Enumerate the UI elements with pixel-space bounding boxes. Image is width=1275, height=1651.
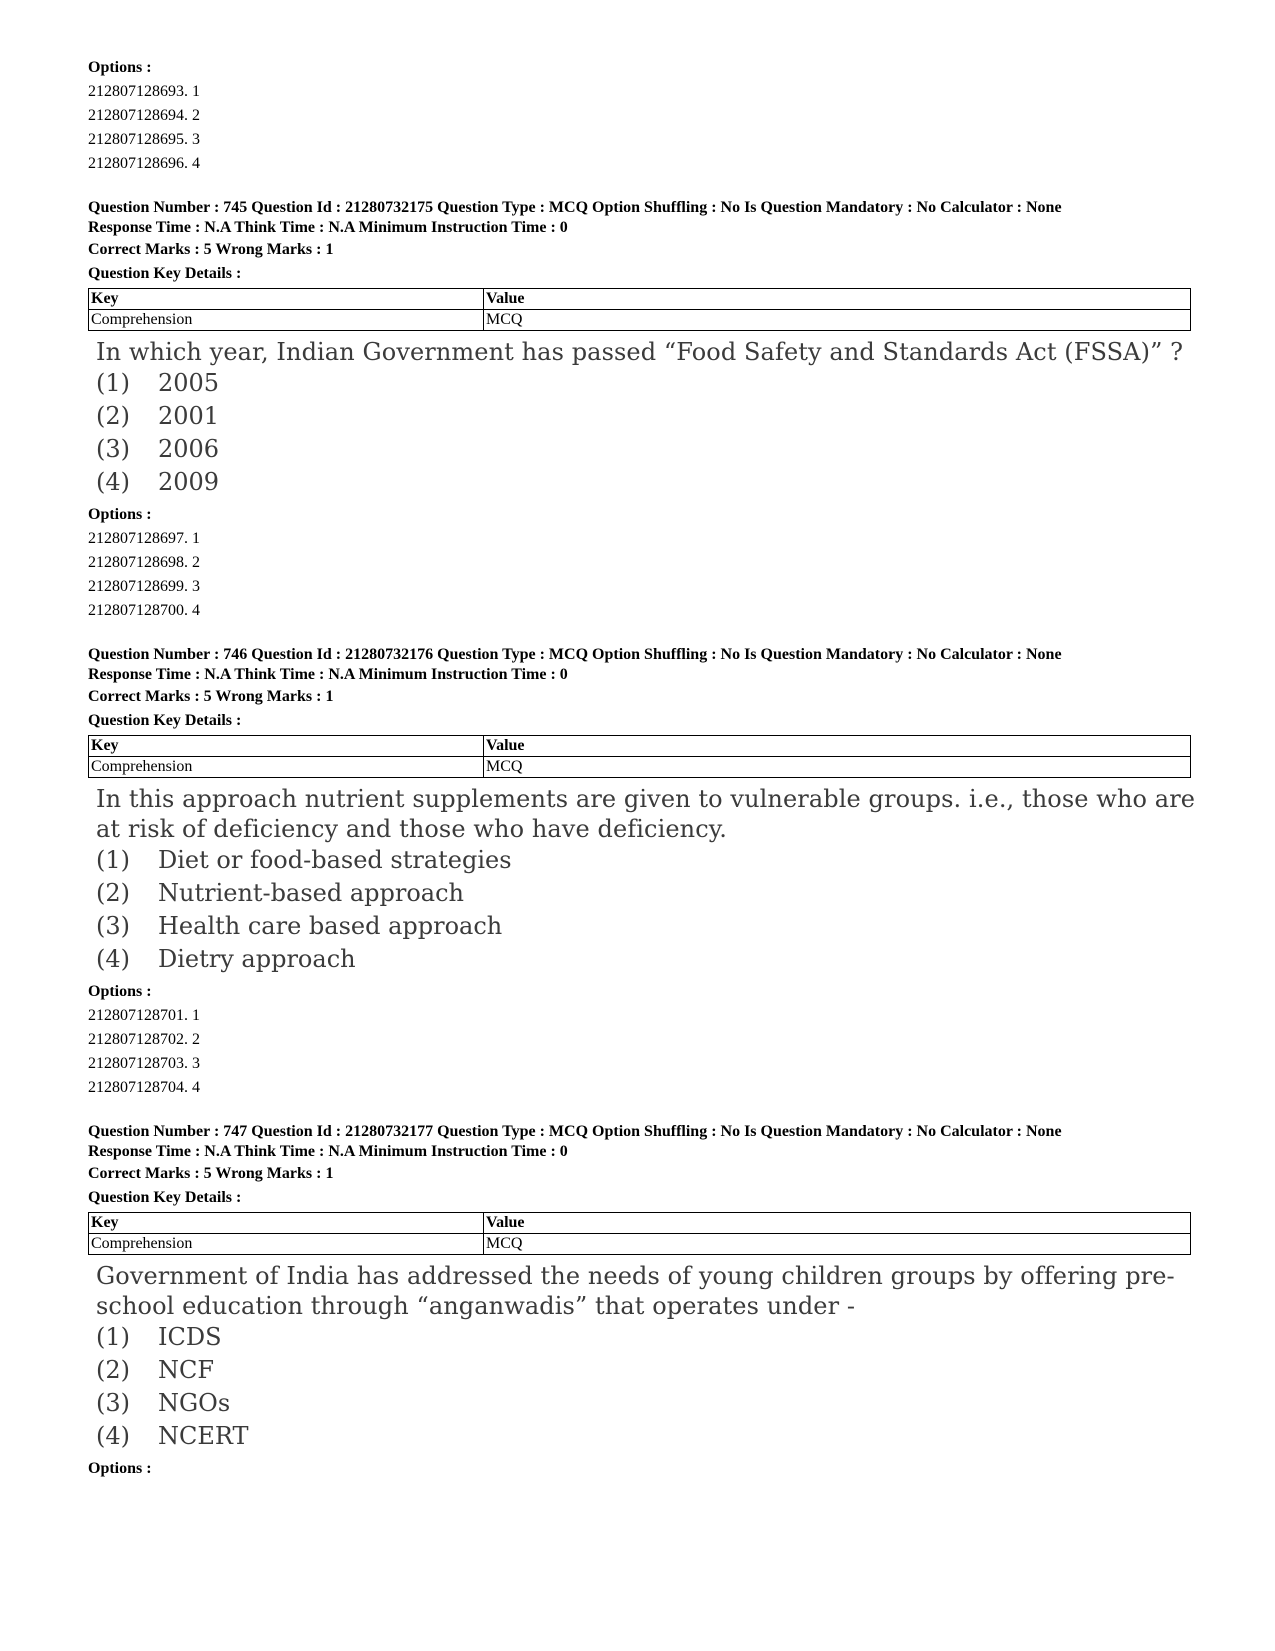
- question-choice: [96, 367, 1198, 400]
- choice-text: NCF: [158, 1356, 215, 1384]
- options-block: [88, 56, 1198, 176]
- options-label: Options :: [88, 983, 152, 1000]
- key-details-table: [88, 1212, 1191, 1255]
- option-item: 212807128703. 3: [88, 1055, 200, 1072]
- choice-number: (4): [96, 945, 130, 973]
- question-header: Question Number : 747 Question Id : 21280732177 Question Type : MCQ Option Shuffling : No Is Question Mandatory : No Calculator : None: [88, 1123, 1062, 1140]
- question-choice: [96, 1321, 1198, 1354]
- option-item: 212807128694. 2: [88, 107, 200, 124]
- table-header-value: Value: [484, 289, 1191, 310]
- choice-number: (4): [96, 1422, 130, 1450]
- question-choice: [96, 943, 1198, 976]
- options-label: Options :: [88, 506, 152, 523]
- option-item: 212807128693. 1: [88, 83, 200, 100]
- choice-number: (3): [96, 435, 130, 463]
- question-marks: Correct Marks : 5 Wrong Marks : 1: [88, 1165, 334, 1182]
- option-item: 212807128700. 4: [88, 602, 200, 619]
- option-item: 212807128701. 1: [88, 1007, 200, 1024]
- table-cell-key: Comprehension: [89, 1234, 484, 1255]
- table-header-key: Key: [89, 736, 484, 757]
- choice-number: (3): [96, 912, 130, 940]
- option-item: 212807128704. 4: [88, 1079, 200, 1096]
- table-header-key: Key: [89, 1213, 484, 1234]
- choice-text: 2005: [158, 369, 220, 397]
- question-header: Question Number : 745 Question Id : 21280732175 Question Type : MCQ Option Shuffling : No Is Question Mandatory : No Calculator : None: [88, 199, 1062, 216]
- question-choice: [96, 433, 1198, 466]
- table-header-key: Key: [89, 289, 484, 310]
- choice-number: (1): [96, 369, 130, 397]
- option-item: 212807128696. 4: [88, 155, 200, 172]
- question-image: [88, 784, 1198, 976]
- key-details-label: Question Key Details :: [88, 712, 242, 729]
- question-choice: [96, 844, 1198, 877]
- table-header-value: Value: [484, 1213, 1191, 1234]
- key-details-table: [88, 735, 1191, 778]
- table-cell-key: Comprehension: [89, 310, 484, 331]
- table-cell-value: MCQ: [484, 310, 1191, 331]
- key-details-table: [88, 288, 1191, 331]
- choice-text: NCERT: [158, 1422, 249, 1450]
- question-choice: [96, 1387, 1198, 1420]
- table-header-value: Value: [484, 736, 1191, 757]
- choice-number: (4): [96, 468, 130, 496]
- question-choice: [96, 400, 1198, 433]
- choice-number: (2): [96, 879, 130, 907]
- choice-text: 2009: [158, 468, 220, 496]
- question-text: Government of India has addressed the needs of young children groups by offering pre-school education through “anganwadis” that operates under -: [96, 1262, 1175, 1320]
- choice-number: (1): [96, 1323, 130, 1351]
- question-header: Question Number : 746 Question Id : 21280732176 Question Type : MCQ Option Shuffling : No Is Question Mandatory : No Calculator : None: [88, 646, 1062, 663]
- question-choice: [96, 910, 1198, 943]
- option-item: 212807128695. 3: [88, 131, 200, 148]
- key-details-label: Question Key Details :: [88, 265, 242, 282]
- table-cell-value: MCQ: [484, 1234, 1191, 1255]
- question-marks: Correct Marks : 5 Wrong Marks : 1: [88, 241, 334, 258]
- question-marks: Correct Marks : 5 Wrong Marks : 1: [88, 688, 334, 705]
- choice-text: 2001: [158, 402, 220, 430]
- choice-text: NGOs: [158, 1389, 231, 1417]
- option-item: 212807128699. 3: [88, 578, 200, 595]
- question-block: [88, 645, 1198, 1100]
- options-label: Options :: [88, 1460, 152, 1477]
- choice-number: (1): [96, 846, 130, 874]
- choice-text: Nutrient-based approach: [158, 879, 465, 907]
- choice-number: (2): [96, 1356, 130, 1384]
- options-label: Options :: [88, 59, 152, 76]
- key-details-label: Question Key Details :: [88, 1189, 242, 1206]
- question-choice: [96, 466, 1198, 499]
- question-block: [88, 1122, 1198, 1481]
- option-item: 212807128702. 2: [88, 1031, 200, 1048]
- question-choice: [96, 1354, 1198, 1387]
- option-item: 212807128698. 2: [88, 554, 200, 571]
- question-text: In which year, Indian Government has passed “Food Safety and Standards Act (FSSA)” ?: [96, 338, 1184, 366]
- choice-text: ICDS: [158, 1323, 222, 1351]
- choice-text: Dietry approach: [158, 945, 356, 973]
- choice-text: Diet or food-based strategies: [158, 846, 512, 874]
- table-cell-key: Comprehension: [89, 757, 484, 778]
- choice-text: Health care based approach: [158, 912, 503, 940]
- question-timing: Response Time : N.A Think Time : N.A Minimum Instruction Time : 0: [88, 1143, 568, 1160]
- choice-number: (3): [96, 1389, 130, 1417]
- question-image: [88, 1261, 1198, 1453]
- question-choice: [96, 1420, 1198, 1453]
- question-timing: Response Time : N.A Think Time : N.A Minimum Instruction Time : 0: [88, 666, 568, 683]
- table-cell-value: MCQ: [484, 757, 1191, 778]
- option-item: 212807128697. 1: [88, 530, 200, 547]
- question-block: [88, 198, 1198, 623]
- choice-number: (2): [96, 402, 130, 430]
- question-image: [88, 337, 1198, 499]
- document-page: [88, 56, 1198, 1481]
- question-text: In this approach nutrient supplements are given to vulnerable groups. i.e., those who are at risk of deficiency and those who have deficiency.: [96, 785, 1196, 843]
- question-choice: [96, 877, 1198, 910]
- choice-text: 2006: [158, 435, 220, 463]
- question-timing: Response Time : N.A Think Time : N.A Minimum Instruction Time : 0: [88, 219, 568, 236]
